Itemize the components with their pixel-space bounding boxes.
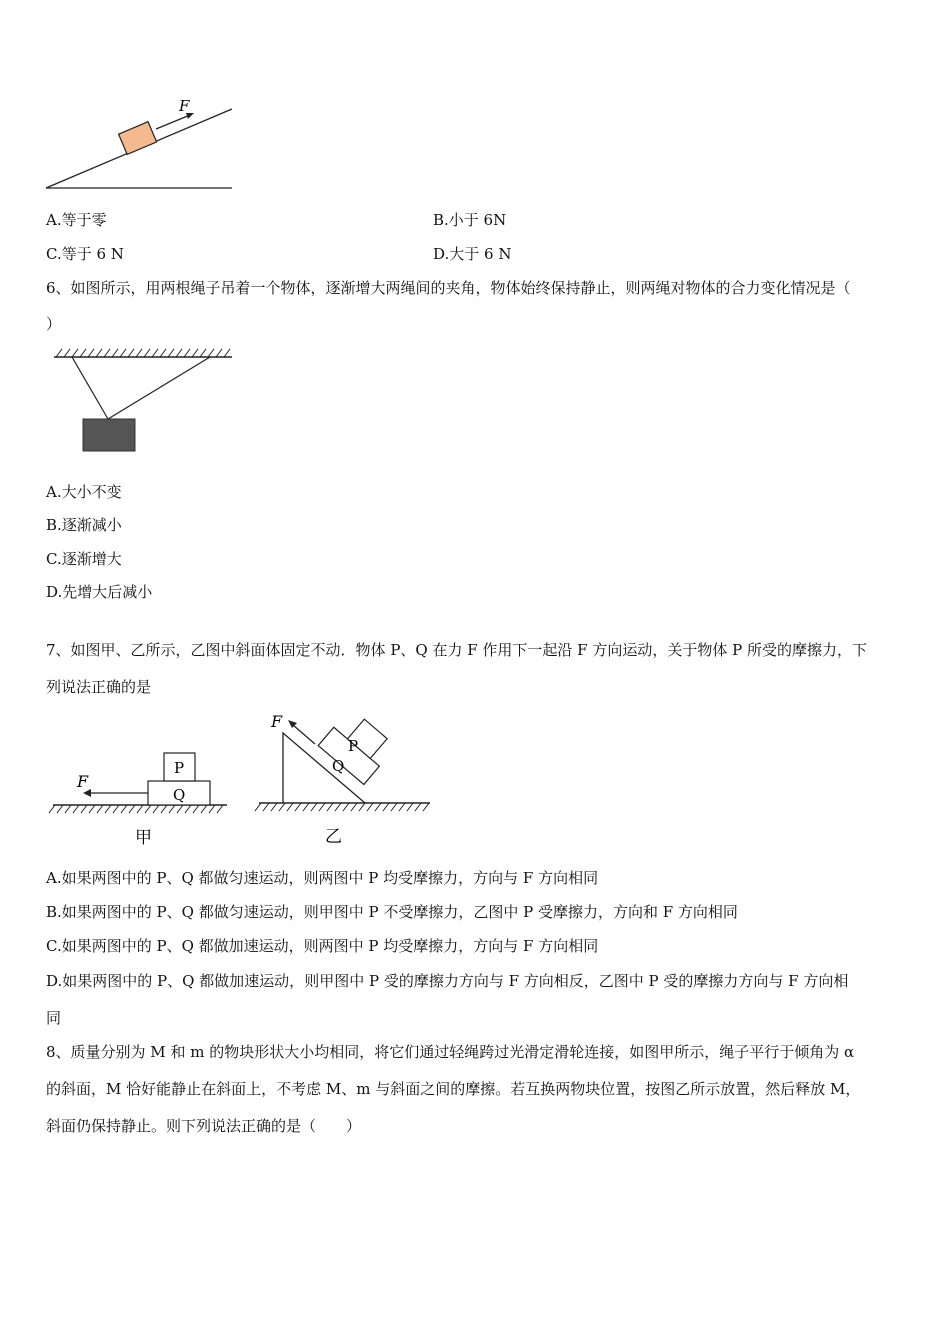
q7-stem-line1: 7、如图甲、乙所示，乙图中斜面体固定不动．物体 P、Q 在力 F 作用下一起沿 F 方向运动，关于物体 P 所受的摩擦力，下 <box>46 641 867 659</box>
q5-option-b: B.小于 6N <box>433 211 507 229</box>
q5-option-c: C.等于 6 N <box>46 245 124 263</box>
force-arrow-right <box>293 725 315 744</box>
q7-option-d-line2: 同 <box>46 1009 62 1027</box>
rope-right <box>108 357 210 419</box>
force-label-left: F <box>77 772 89 791</box>
q5-option-d: D.大于 6 N <box>433 245 512 263</box>
caption-right: 乙 <box>325 827 342 847</box>
q7-option-b: B.如果两图中的 P、Q 都做匀速运动，则甲图中 P 不受摩擦力，乙图中 P 受摩擦力，方向和 F 方向相同 <box>46 903 738 921</box>
q7-stem-line2: 列说法正确的是 <box>46 678 152 696</box>
q8-stem-line2: 的斜面，M 恰好能静止在斜面上，不考虑 M、m 与斜面之间的摩擦。若互换两物块位置，按图乙所示放置，然后释放 M， <box>46 1080 861 1098</box>
q6-option-d: D.先增大后减小 <box>46 583 153 601</box>
force-label-right: F <box>271 712 283 731</box>
q6-option-c: C.逐渐增大 <box>46 550 122 568</box>
caption-left: 甲 <box>135 828 152 848</box>
rope-left <box>72 357 108 419</box>
label-p-right: P <box>348 737 359 755</box>
incline-force-figure <box>40 95 240 195</box>
label-p-left: P <box>174 759 185 777</box>
q6-stem-line2: ） <box>46 315 62 333</box>
label-q-right: Q <box>332 757 345 775</box>
q7-option-c: C.如果两图中的 P、Q 都做加速运动，则两图中 P 均受摩擦力，方向与 F 方向相同 <box>46 937 599 955</box>
hanging-block <box>83 419 135 451</box>
q7-option-d-line1: D.如果两图中的 P、Q 都做加速运动，则甲图中 P 受的摩擦力方向与 F 方向相反，乙图中 P 受的摩擦力方向与 F 方向相 <box>46 972 849 990</box>
friction-figure <box>45 705 445 850</box>
label-q-left: Q <box>173 786 186 804</box>
q8-stem-line3: 斜面仍保持静止。则下列说法正确的是（ ） <box>46 1117 362 1135</box>
q6-option-b: B.逐渐减小 <box>46 516 122 534</box>
force-arrow <box>156 115 190 129</box>
force-label: F <box>179 97 190 115</box>
q7-option-a: A.如果两图中的 P、Q 都做匀速运动，则两图中 P 均受摩擦力，方向与 F 方向相同 <box>46 869 599 887</box>
q6-option-a: A.大小不变 <box>46 483 122 501</box>
q8-stem-line1: 8、质量分别为 M 和 m 的物块形状大小均相同，将它们通过轻绳跨过光滑定滑轮连接，如图甲所示，绳子平行于倾角为 α <box>46 1043 855 1061</box>
q5-option-a: A.等于零 <box>46 211 107 229</box>
q6-stem-line1: 6、如图所示，用两根绳子吊着一个物体，逐渐增大两绳间的夹角，物体始终保持静止，则两绳对物体的合力变化情况是（ <box>46 279 851 297</box>
block <box>119 122 157 155</box>
hanging-block-figure <box>50 345 240 455</box>
